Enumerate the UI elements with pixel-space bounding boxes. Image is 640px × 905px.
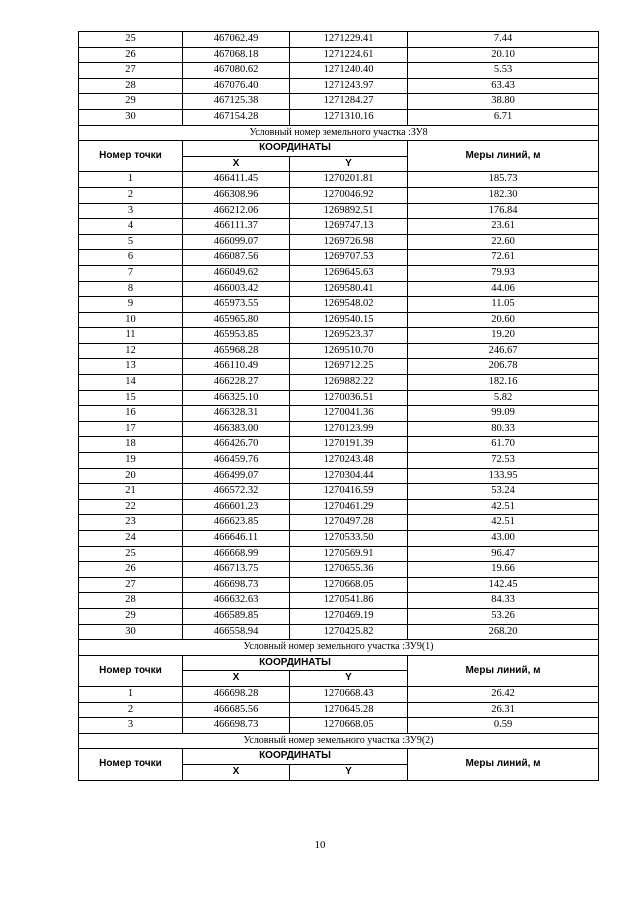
x-coordinate-cell: 466212.06	[183, 203, 290, 219]
line-measure-cell: 5.53	[408, 63, 599, 79]
y-coordinate-cell: 1269645.63	[290, 265, 408, 281]
table-row	[79, 499, 599, 515]
x-coordinate-cell: 467125.38	[183, 94, 290, 110]
table-row	[79, 531, 599, 547]
point-number-cell: 17	[79, 421, 183, 437]
x-coordinate-cell: 465965.80	[183, 312, 290, 328]
y-coordinate-cell: 1270645.28	[290, 702, 408, 718]
table-row	[79, 32, 599, 48]
y-coordinate-cell: 1270304.44	[290, 468, 408, 484]
line-measure-cell: 42.51	[408, 499, 599, 515]
point-number-cell: 20	[79, 468, 183, 484]
coordinates-header: КООРДИНАТЫ	[183, 141, 408, 157]
table-row	[79, 250, 599, 266]
line-measure-cell: 96.47	[408, 546, 599, 562]
point-number-cell: 11	[79, 328, 183, 344]
line-measure-cell: 43.00	[408, 531, 599, 547]
y-coordinate-cell: 1270191.39	[290, 437, 408, 453]
x-coordinate-cell: 467062.49	[183, 32, 290, 48]
table-row	[79, 624, 599, 640]
y-coordinate-cell: 1270046.92	[290, 187, 408, 203]
y-coordinate-cell: 1270416.59	[290, 484, 408, 500]
x-coordinate-cell: 466698.28	[183, 686, 290, 702]
x-coordinate-cell: 466383.00	[183, 421, 290, 437]
x-coordinate-cell: 466589.85	[183, 608, 290, 624]
line-measure-cell: 53.26	[408, 608, 599, 624]
table-row	[79, 390, 599, 406]
point-number-cell: 7	[79, 265, 183, 281]
x-coordinate-cell: 466228.27	[183, 375, 290, 391]
page-number: 10	[314, 839, 326, 851]
x-coordinate-cell: 466459.76	[183, 453, 290, 469]
point-number-cell: 22	[79, 499, 183, 515]
x-coordinate-cell: 466087.56	[183, 250, 290, 266]
y-coordinate-cell: 1270668.43	[290, 686, 408, 702]
table-row	[79, 406, 599, 422]
table-row	[79, 608, 599, 624]
table-row	[79, 94, 599, 110]
y-header: Y	[290, 671, 408, 687]
table-row	[79, 484, 599, 500]
line-measure-cell: 206.78	[408, 359, 599, 375]
line-measure-cell: 182.16	[408, 375, 599, 391]
y-coordinate-cell: 1270036.51	[290, 390, 408, 406]
y-coordinate-cell: 1270469.19	[290, 608, 408, 624]
y-coordinate-cell: 1271284.27	[290, 94, 408, 110]
point-number-cell: 28	[79, 78, 183, 94]
line-measure-cell: 20.60	[408, 312, 599, 328]
y-coordinate-cell: 1269892.51	[290, 203, 408, 219]
x-coordinate-cell: 466003.42	[183, 281, 290, 297]
line-measure-cell: 63.43	[408, 78, 599, 94]
y-coordinate-cell: 1270123.99	[290, 421, 408, 437]
point-number-cell: 18	[79, 437, 183, 453]
section-caption-row	[79, 640, 599, 656]
point-number-cell: 29	[79, 608, 183, 624]
table-row	[79, 297, 599, 313]
x-coordinate-cell: 466558.94	[183, 624, 290, 640]
x-coordinate-cell: 467080.62	[183, 63, 290, 79]
y-coordinate-cell: 1270533.50	[290, 531, 408, 547]
table-row	[79, 63, 599, 79]
line-measure-cell: 23.61	[408, 219, 599, 235]
x-header: X	[183, 671, 290, 687]
x-coordinate-cell: 466601.23	[183, 499, 290, 515]
section-caption-row	[79, 733, 599, 749]
y-coordinate-cell: 1269707.53	[290, 250, 408, 266]
point-number-cell: 13	[79, 359, 183, 375]
point-number-cell: 2	[79, 702, 183, 718]
x-coordinate-cell: 467076.40	[183, 78, 290, 94]
point-number-cell: 1	[79, 172, 183, 188]
line-measure-cell: 80.33	[408, 421, 599, 437]
y-coordinate-cell: 1269548.02	[290, 297, 408, 313]
table-row	[79, 234, 599, 250]
x-coordinate-cell: 466713.75	[183, 562, 290, 578]
x-coordinate-cell: 466426.70	[183, 437, 290, 453]
x-coordinate-cell: 466698.73	[183, 718, 290, 734]
table-row	[79, 359, 599, 375]
x-coordinate-cell: 467154.28	[183, 109, 290, 125]
x-coordinate-cell: 466111.37	[183, 219, 290, 235]
header-row	[79, 749, 599, 765]
x-header: X	[183, 156, 290, 172]
y-coordinate-cell: 1270569.91	[290, 546, 408, 562]
point-number-cell: 5	[79, 234, 183, 250]
line-measure-cell: 0.59	[408, 718, 599, 734]
table-row	[79, 203, 599, 219]
x-coordinate-cell: 467068.18	[183, 47, 290, 63]
x-coordinate-cell: 466328.31	[183, 406, 290, 422]
y-coordinate-cell: 1269510.70	[290, 343, 408, 359]
point-number-cell: 12	[79, 343, 183, 359]
x-coordinate-cell: 466099.07	[183, 234, 290, 250]
point-number-header: Номер точки	[79, 749, 183, 780]
table-row	[79, 421, 599, 437]
x-coordinate-cell: 465973.55	[183, 297, 290, 313]
line-measures-header: Меры линий, м	[408, 141, 599, 172]
line-measure-cell: 185.73	[408, 172, 599, 188]
y-coordinate-cell: 1269523.37	[290, 328, 408, 344]
section-caption-row	[79, 125, 599, 141]
coordinates-header: КООРДИНАТЫ	[183, 655, 408, 671]
table-row	[79, 312, 599, 328]
line-measure-cell: 182.30	[408, 187, 599, 203]
table-row	[79, 515, 599, 531]
table-row	[79, 281, 599, 297]
point-number-cell: 4	[79, 219, 183, 235]
point-number-cell: 21	[79, 484, 183, 500]
y-coordinate-cell: 1270243.48	[290, 453, 408, 469]
line-measure-cell: 5.82	[408, 390, 599, 406]
land-plot-caption: Условный номер земельного участка :ЗУ8	[79, 125, 599, 141]
line-measure-cell: 7.44	[408, 32, 599, 48]
table-row	[79, 546, 599, 562]
table-row	[79, 47, 599, 63]
table-row	[79, 718, 599, 734]
x-coordinate-cell: 465968.28	[183, 343, 290, 359]
x-coordinate-cell: 466623.85	[183, 515, 290, 531]
x-coordinate-cell: 466049.62	[183, 265, 290, 281]
coordinates-header: КООРДИНАТЫ	[183, 749, 408, 765]
y-coordinate-cell: 1271224.61	[290, 47, 408, 63]
point-number-cell: 27	[79, 63, 183, 79]
point-number-cell: 29	[79, 94, 183, 110]
x-coordinate-cell: 466325.10	[183, 390, 290, 406]
table-row	[79, 437, 599, 453]
line-measure-cell: 72.53	[408, 453, 599, 469]
line-measure-cell: 6.71	[408, 109, 599, 125]
point-number-cell: 23	[79, 515, 183, 531]
line-measures-header: Меры линий, м	[408, 655, 599, 686]
y-coordinate-cell: 1271229.41	[290, 32, 408, 48]
x-coordinate-cell: 466110.49	[183, 359, 290, 375]
table-row	[79, 109, 599, 125]
point-number-cell: 26	[79, 562, 183, 578]
line-measure-cell: 11.05	[408, 297, 599, 313]
y-coordinate-cell: 1270655.36	[290, 562, 408, 578]
line-measure-cell: 20.10	[408, 47, 599, 63]
land-plot-caption: Условный номер земельного участка :ЗУ9(2)	[79, 733, 599, 749]
table-row	[79, 686, 599, 702]
y-header: Y	[290, 156, 408, 172]
line-measure-cell: 38.80	[408, 94, 599, 110]
y-coordinate-cell: 1270425.82	[290, 624, 408, 640]
point-number-cell: 15	[79, 390, 183, 406]
x-coordinate-cell: 466411.45	[183, 172, 290, 188]
point-number-cell: 19	[79, 453, 183, 469]
point-number-cell: 1	[79, 686, 183, 702]
coordinates-table-body	[79, 32, 599, 781]
point-number-cell: 3	[79, 203, 183, 219]
header-row	[79, 655, 599, 671]
point-number-cell: 2	[79, 187, 183, 203]
table-row	[79, 562, 599, 578]
line-measure-cell: 22.60	[408, 234, 599, 250]
y-coordinate-cell: 1269712.25	[290, 359, 408, 375]
line-measure-cell: 133.95	[408, 468, 599, 484]
point-number-cell: 26	[79, 47, 183, 63]
y-coordinate-cell: 1269882.22	[290, 375, 408, 391]
table-row	[79, 702, 599, 718]
line-measure-cell: 246.67	[408, 343, 599, 359]
table-row	[79, 328, 599, 344]
x-coordinate-cell: 466308.96	[183, 187, 290, 203]
y-coordinate-cell: 1269580.41	[290, 281, 408, 297]
point-number-cell: 24	[79, 531, 183, 547]
table-row	[79, 375, 599, 391]
coordinates-document	[78, 31, 598, 781]
table-row	[79, 172, 599, 188]
x-coordinate-cell: 466632.63	[183, 593, 290, 609]
y-coordinate-cell: 1270541.86	[290, 593, 408, 609]
point-number-header: Номер точки	[79, 141, 183, 172]
line-measure-cell: 268.20	[408, 624, 599, 640]
point-number-cell: 6	[79, 250, 183, 266]
point-number-cell: 10	[79, 312, 183, 328]
point-number-cell: 25	[79, 32, 183, 48]
coordinates-table	[78, 31, 599, 781]
y-coordinate-cell: 1271243.97	[290, 78, 408, 94]
table-row	[79, 468, 599, 484]
y-coordinate-cell: 1271240.40	[290, 63, 408, 79]
line-measure-cell: 176.84	[408, 203, 599, 219]
x-coordinate-cell: 466698.73	[183, 577, 290, 593]
y-coordinate-cell: 1270497.28	[290, 515, 408, 531]
y-header: Y	[290, 764, 408, 780]
header-row	[79, 141, 599, 157]
x-coordinate-cell: 466646.11	[183, 531, 290, 547]
line-measure-cell: 26.42	[408, 686, 599, 702]
x-coordinate-cell: 465953.85	[183, 328, 290, 344]
y-coordinate-cell: 1270668.05	[290, 718, 408, 734]
line-measure-cell: 142.45	[408, 577, 599, 593]
y-coordinate-cell: 1271310.16	[290, 109, 408, 125]
table-row	[79, 78, 599, 94]
y-coordinate-cell: 1270201.81	[290, 172, 408, 188]
line-measure-cell: 44.06	[408, 281, 599, 297]
x-header: X	[183, 764, 290, 780]
table-row	[79, 265, 599, 281]
point-number-cell: 28	[79, 593, 183, 609]
x-coordinate-cell: 466685.56	[183, 702, 290, 718]
line-measure-cell: 26.31	[408, 702, 599, 718]
point-number-cell: 8	[79, 281, 183, 297]
y-coordinate-cell: 1270461.29	[290, 499, 408, 515]
y-coordinate-cell: 1270668.05	[290, 577, 408, 593]
point-number-cell: 27	[79, 577, 183, 593]
point-number-cell: 16	[79, 406, 183, 422]
y-coordinate-cell: 1269747.13	[290, 219, 408, 235]
y-coordinate-cell: 1269540.15	[290, 312, 408, 328]
line-measure-cell: 72.61	[408, 250, 599, 266]
point-number-cell: 30	[79, 624, 183, 640]
point-number-cell: 25	[79, 546, 183, 562]
point-number-header: Номер точки	[79, 655, 183, 686]
y-coordinate-cell: 1269726.98	[290, 234, 408, 250]
point-number-cell: 14	[79, 375, 183, 391]
line-measure-cell: 99.09	[408, 406, 599, 422]
line-measure-cell: 19.20	[408, 328, 599, 344]
line-measure-cell: 42.51	[408, 515, 599, 531]
x-coordinate-cell: 466668.99	[183, 546, 290, 562]
line-measure-cell: 79.93	[408, 265, 599, 281]
line-measure-cell: 84.33	[408, 593, 599, 609]
line-measures-header: Меры линий, м	[408, 749, 599, 780]
x-coordinate-cell: 466572.32	[183, 484, 290, 500]
line-measure-cell: 61.70	[408, 437, 599, 453]
table-row	[79, 577, 599, 593]
table-row	[79, 187, 599, 203]
land-plot-caption: Условный номер земельного участка :ЗУ9(1)	[79, 640, 599, 656]
y-coordinate-cell: 1270041.36	[290, 406, 408, 422]
point-number-cell: 3	[79, 718, 183, 734]
point-number-cell: 9	[79, 297, 183, 313]
table-row	[79, 593, 599, 609]
point-number-cell: 30	[79, 109, 183, 125]
table-row	[79, 219, 599, 235]
line-measure-cell: 53.24	[408, 484, 599, 500]
x-coordinate-cell: 466499.07	[183, 468, 290, 484]
table-row	[79, 453, 599, 469]
line-measure-cell: 19.66	[408, 562, 599, 578]
table-row	[79, 343, 599, 359]
